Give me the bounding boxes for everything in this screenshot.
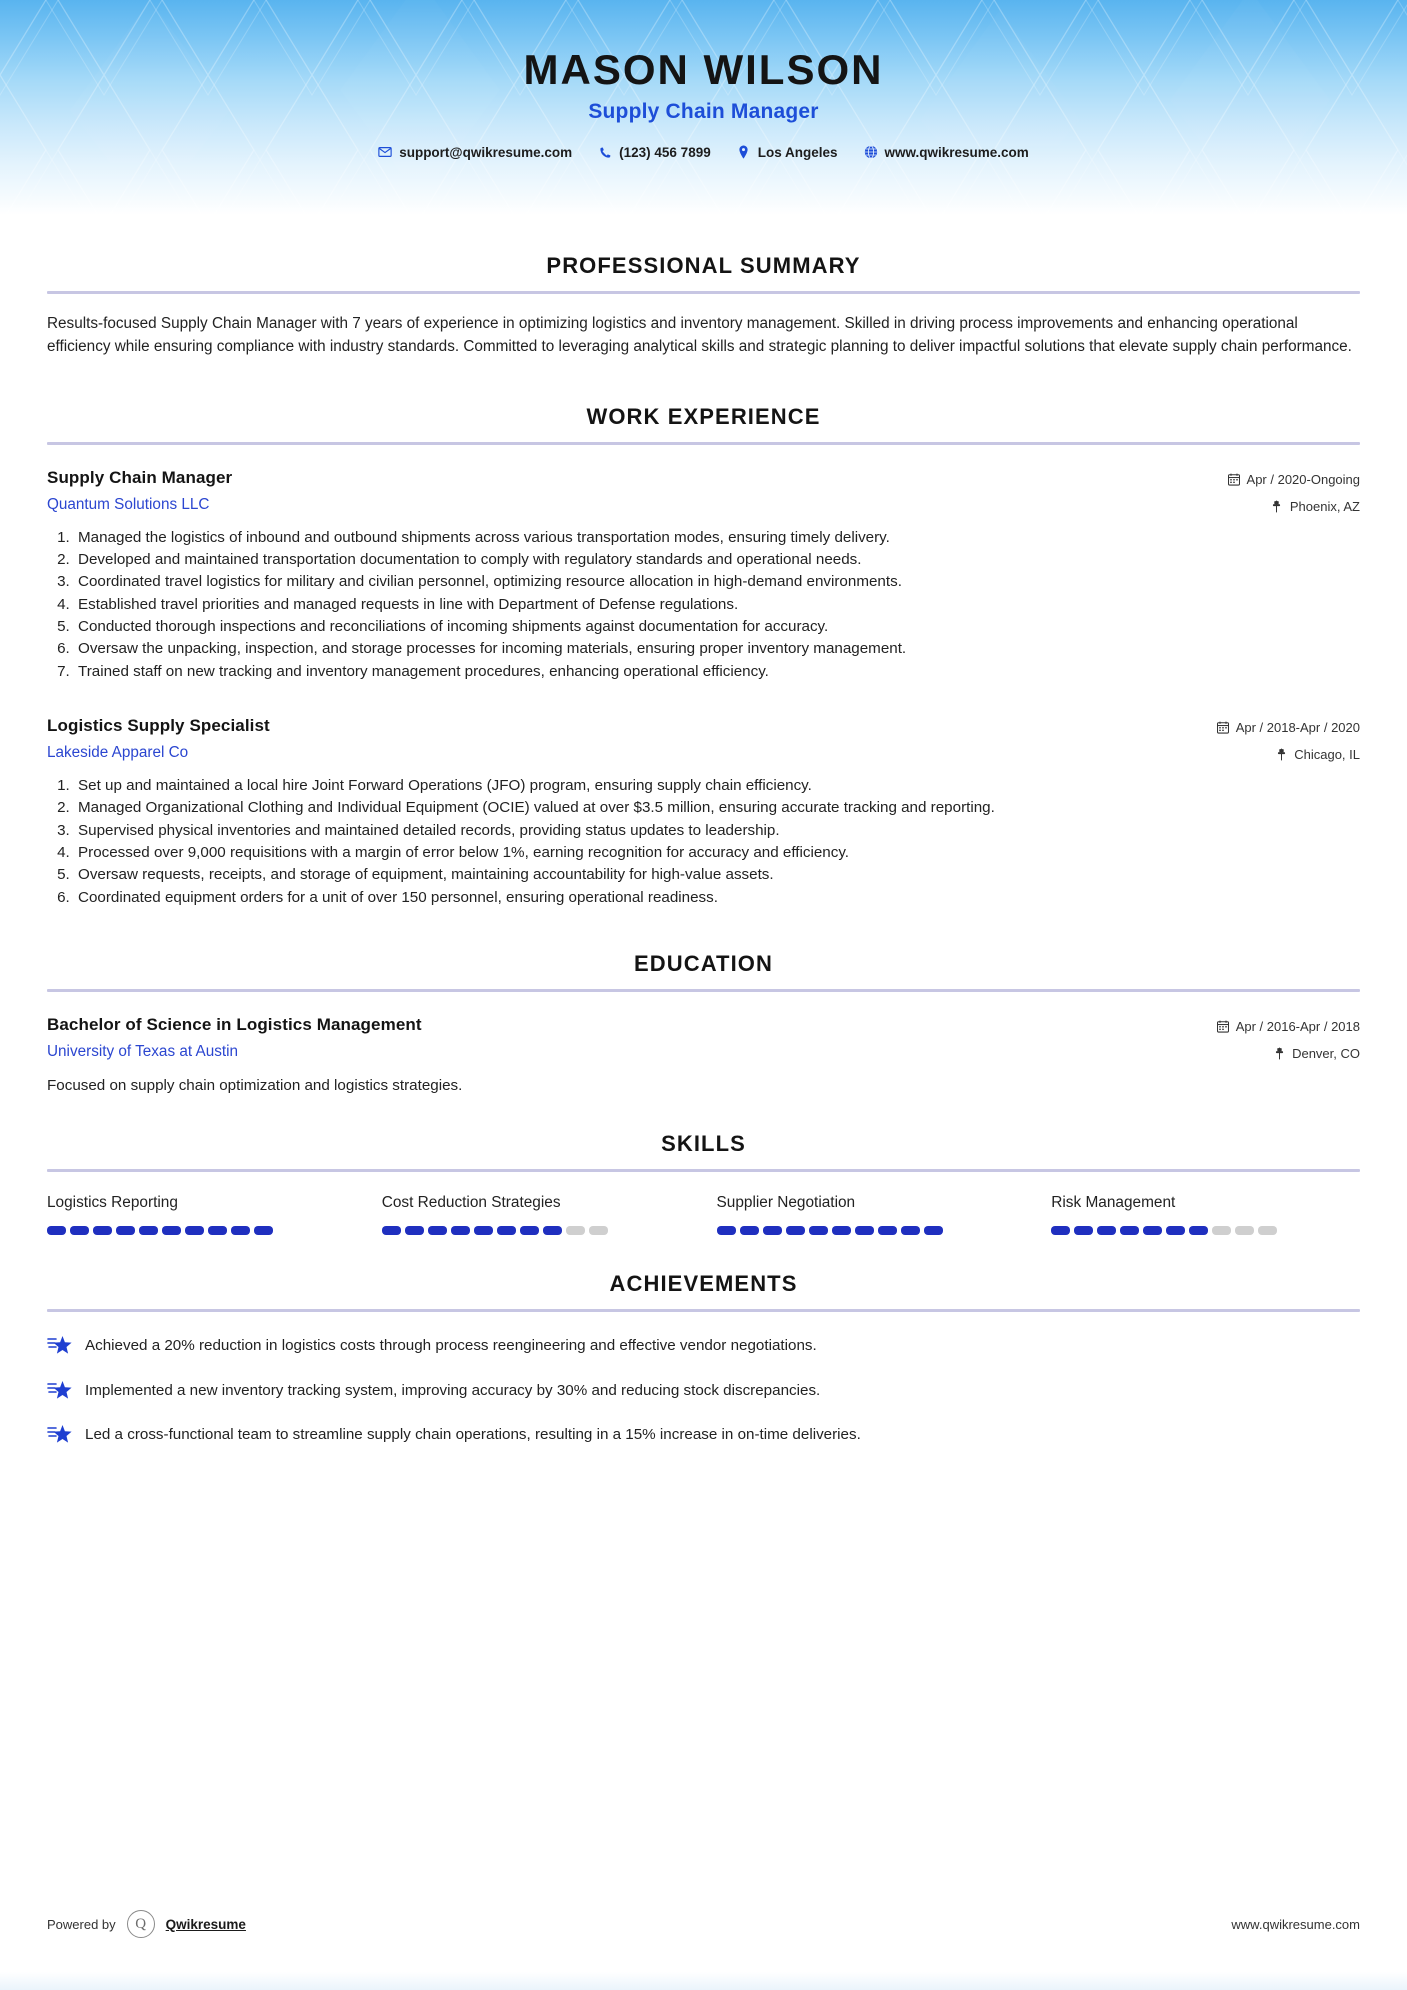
- work-bullet: 7. Trained staff on new tracking and inventory management procedures, enhancing operational efficiency.: [74, 661, 1360, 683]
- work-bullet: 3. Coordinated travel logistics for military and civilian personnel, optimizing resource allocation in high-demand environments.: [74, 571, 1360, 593]
- skill-dot-filled: [1051, 1226, 1070, 1235]
- map-pin-icon: [1275, 748, 1287, 761]
- skill-dot-filled: [1120, 1226, 1139, 1235]
- header-job-title: Supply Chain Manager: [588, 99, 819, 123]
- education-description: Focused on supply chain optimization and logistics strategies.: [47, 1077, 463, 1095]
- education-dates-text: Apr / 2016-Apr / 2018: [1235, 1019, 1360, 1035]
- work-location: [1217, 747, 1360, 762]
- skill-dot-filled: [1097, 1226, 1116, 1235]
- footer-gradient-strip: [0, 1972, 1407, 1990]
- skill-dot-filled: [1074, 1226, 1093, 1235]
- skill-dot-filled: [497, 1226, 516, 1235]
- work-bullets: [47, 775, 1360, 909]
- skill-label: Supplier Negotiation: [716, 1194, 856, 1212]
- section-heading-summary: PROFESSIONAL SUMMARY: [546, 253, 861, 278]
- skill-dot-filled: [520, 1226, 539, 1235]
- qwikresume-logo-icon: Q: [127, 1910, 155, 1938]
- powered-by-block: [47, 1910, 246, 1938]
- skill-dot-filled: [878, 1226, 897, 1235]
- contact-location: [724, 145, 851, 160]
- section-work-experience: [47, 374, 1360, 909]
- skill-dot-filled: [1143, 1226, 1162, 1235]
- work-entry: [47, 468, 1360, 683]
- page-title: MASON WILSON: [523, 46, 884, 93]
- skill-dot-filled: [832, 1226, 851, 1235]
- work-dates: [1228, 472, 1360, 487]
- contact-email[interactable]: [365, 145, 585, 160]
- email-icon: [378, 145, 392, 159]
- work-company[interactable]: Lakeside Apparel Co: [47, 743, 189, 761]
- skill-label: Logistics Reporting: [47, 1194, 178, 1212]
- work-bullet: 1. Managed the logistics of inbound and outbound shipments across various transportation modes, ensuring timely delivery.: [74, 527, 1360, 549]
- section-skills: [47, 1097, 1360, 1235]
- skill-dot-filled: [405, 1226, 424, 1235]
- skill-dot-filled: [382, 1226, 401, 1235]
- education-school[interactable]: University of Texas at Austin: [47, 1043, 239, 1061]
- skill-dot-empty: [1212, 1226, 1231, 1235]
- skill-dot-filled: [162, 1226, 181, 1235]
- skill-dot-filled: [717, 1226, 736, 1235]
- contact-website-text: www.qwikresume.com: [884, 144, 1029, 160]
- summary-text: Results-focused Supply Chain Manager with 7 years of experience in optimizing logistics and inventory management. Skilled in driving process improvements and enhancing operational efficiency while ensuring compliance with industry standards. Committed to leveraging analytical skills and strategic planning to deliver impactful solutions that elevate supply chain performance.: [47, 315, 1352, 355]
- skill-rating: [47, 1226, 356, 1235]
- work-bullets: [47, 527, 1360, 683]
- skill-dot-filled: [254, 1226, 273, 1235]
- skill-dot-empty: [1258, 1226, 1277, 1235]
- footer-website-url[interactable]: www.qwikresume.com: [1231, 1916, 1360, 1932]
- skill-dot-filled: [70, 1226, 89, 1235]
- skill-dot-filled: [1166, 1226, 1185, 1235]
- achievement-text: Achieved a 20% reduction in logistics costs through process reengineering and effective vendor negotiations.: [85, 1337, 817, 1355]
- section-divider: [47, 989, 1360, 992]
- skill-label: Cost Reduction Strategies: [381, 1194, 561, 1212]
- skill-dot-filled: [451, 1226, 470, 1235]
- section-divider: [47, 291, 1360, 294]
- skill-dot-filled: [1189, 1226, 1208, 1235]
- work-bullet: 4. Processed over 9,000 requisitions with a margin of error below 1%, earning recognition for accuracy and efficiency.: [74, 842, 1360, 864]
- work-entry: [47, 716, 1360, 909]
- skill-dot-filled: [93, 1226, 112, 1235]
- skill-rating: [1051, 1226, 1360, 1235]
- skill-rating: [717, 1226, 1026, 1235]
- education-dates: [1217, 1019, 1360, 1034]
- skill-rating: [382, 1226, 691, 1235]
- skill-dot-filled: [428, 1226, 447, 1235]
- work-company[interactable]: Quantum Solutions LLC: [47, 495, 210, 513]
- skill-dot-empty: [589, 1226, 608, 1235]
- skill-dot-filled: [208, 1226, 227, 1235]
- skill-dot-filled: [763, 1226, 782, 1235]
- qwikresume-brand-link[interactable]: Qwikresume: [165, 1916, 246, 1932]
- work-location-text: Phoenix, AZ: [1289, 498, 1360, 514]
- skill-dot-filled: [924, 1226, 943, 1235]
- skill-dot-filled: [740, 1226, 759, 1235]
- skill-dot-filled: [474, 1226, 493, 1235]
- skill-dot-filled: [231, 1226, 250, 1235]
- star-badge-icon: [47, 1423, 73, 1445]
- calendar-icon: [1217, 1020, 1229, 1033]
- section-professional-summary: [47, 215, 1360, 358]
- skill-dot-filled: [185, 1226, 204, 1235]
- work-dates-text: Apr / 2020-Ongoing: [1246, 471, 1360, 487]
- work-bullet: 6. Coordinated equipment orders for a unit of over 150 personnel, ensuring operational readiness.: [74, 887, 1360, 909]
- achievement-item: [47, 1334, 1360, 1356]
- work-location: [1228, 499, 1360, 514]
- section-divider: [47, 442, 1360, 445]
- work-role: Supply Chain Manager: [47, 467, 233, 487]
- skill-item: [717, 1194, 1026, 1235]
- work-dates-text: Apr / 2018-Apr / 2020: [1235, 719, 1360, 735]
- education-location-text: Denver, CO: [1292, 1046, 1360, 1062]
- resume-body: [0, 215, 1407, 1445]
- section-divider: [47, 1309, 1360, 1312]
- skill-dot-filled: [543, 1226, 562, 1235]
- skill-label: Risk Management: [1051, 1194, 1176, 1212]
- section-achievements: [47, 1235, 1360, 1445]
- contact-location-text: Los Angeles: [757, 144, 838, 160]
- work-bullet: 5. Conducted thorough inspections and reconciliations of incoming shipments against documentation for accuracy.: [74, 616, 1360, 638]
- work-bullet: 1. Set up and maintained a local hire Joint Forward Operations (JFO) program, ensuring supply chain efficiency.: [74, 775, 1360, 797]
- skill-dot-filled: [901, 1226, 920, 1235]
- powered-by-label: Powered by: [47, 1916, 116, 1932]
- skill-item: [382, 1194, 691, 1235]
- skill-dot-filled: [786, 1226, 805, 1235]
- contact-website[interactable]: [851, 145, 1042, 160]
- section-heading-skills: SKILLS: [661, 1131, 746, 1157]
- skill-dot-filled: [116, 1226, 135, 1235]
- section-heading-education: EDUCATION: [633, 951, 774, 977]
- phone-icon: [598, 145, 612, 159]
- calendar-icon: [1228, 473, 1240, 486]
- section-heading-work: WORK EXPERIENCE: [586, 403, 821, 429]
- skill-item: [1051, 1194, 1360, 1235]
- location-pin-icon: [737, 145, 751, 159]
- star-badge-icon: [47, 1379, 73, 1401]
- work-location-text: Chicago, IL: [1294, 746, 1360, 762]
- achievement-text: Implemented a new inventory tracking system, improving accuracy by 30% and reducing stock discrepancies.: [85, 1381, 821, 1399]
- skill-dot-empty: [566, 1226, 585, 1235]
- work-bullet: 3. Supervised physical inventories and maintained detailed records, providing status updates to leadership.: [74, 820, 1360, 842]
- work-bullet: 4. Established travel priorities and managed requests in line with Department of Defense regulations.: [74, 594, 1360, 616]
- section-heading-achievements: ACHIEVEMENTS: [609, 1271, 798, 1297]
- education-location: [1217, 1046, 1360, 1061]
- skill-dot-filled: [139, 1226, 158, 1235]
- skill-dot-empty: [1235, 1226, 1254, 1235]
- contact-phone-text: (123) 456 7899: [619, 144, 711, 160]
- globe-icon: [864, 145, 878, 159]
- work-bullet: 6. Oversaw the unpacking, inspection, and storage processes for incoming materials, ensuring proper inventory management.: [74, 638, 1360, 660]
- work-role: Logistics Supply Specialist: [47, 715, 270, 735]
- achievements-list: [47, 1334, 1360, 1445]
- resume-header: [0, 0, 1407, 215]
- contact-row: [0, 145, 1407, 160]
- star-badge-icon: [47, 1334, 73, 1356]
- skill-dot-filled: [47, 1226, 66, 1235]
- section-divider: [47, 1169, 1360, 1172]
- education-degree: Bachelor of Science in Logistics Management: [47, 1015, 422, 1035]
- contact-email-text: support@qwikresume.com: [399, 144, 573, 160]
- work-dates: [1217, 720, 1360, 735]
- work-bullet: 2. Developed and maintained transportation documentation to comply with regulatory standards and operational needs.: [74, 549, 1360, 571]
- work-bullet: 2. Managed Organizational Clothing and Individual Equipment (OCIE) valued at over $3.5 million, ensuring accurate tracking and reporting.: [74, 797, 1360, 819]
- achievement-text: Led a cross-functional team to streamline supply chain operations, resulting in a 15% increase in on-time deliveries.: [85, 1425, 861, 1443]
- work-bullet: 5. Oversaw requests, receipts, and storage of equipment, maintaining accountability for high-value assets.: [74, 864, 1360, 886]
- skills-grid: [47, 1194, 1360, 1235]
- education-entry: [47, 1015, 1360, 1097]
- achievement-item: [47, 1423, 1360, 1445]
- calendar-icon: [1217, 721, 1229, 734]
- section-education: [47, 909, 1360, 1097]
- contact-phone[interactable]: [585, 145, 724, 160]
- map-pin-icon: [1271, 500, 1283, 513]
- skill-dot-filled: [855, 1226, 874, 1235]
- skill-dot-filled: [809, 1226, 828, 1235]
- skill-item: [47, 1194, 356, 1235]
- page-footer: [47, 1910, 1360, 1938]
- map-pin-icon: [1273, 1047, 1285, 1060]
- achievement-item: [47, 1379, 1360, 1401]
